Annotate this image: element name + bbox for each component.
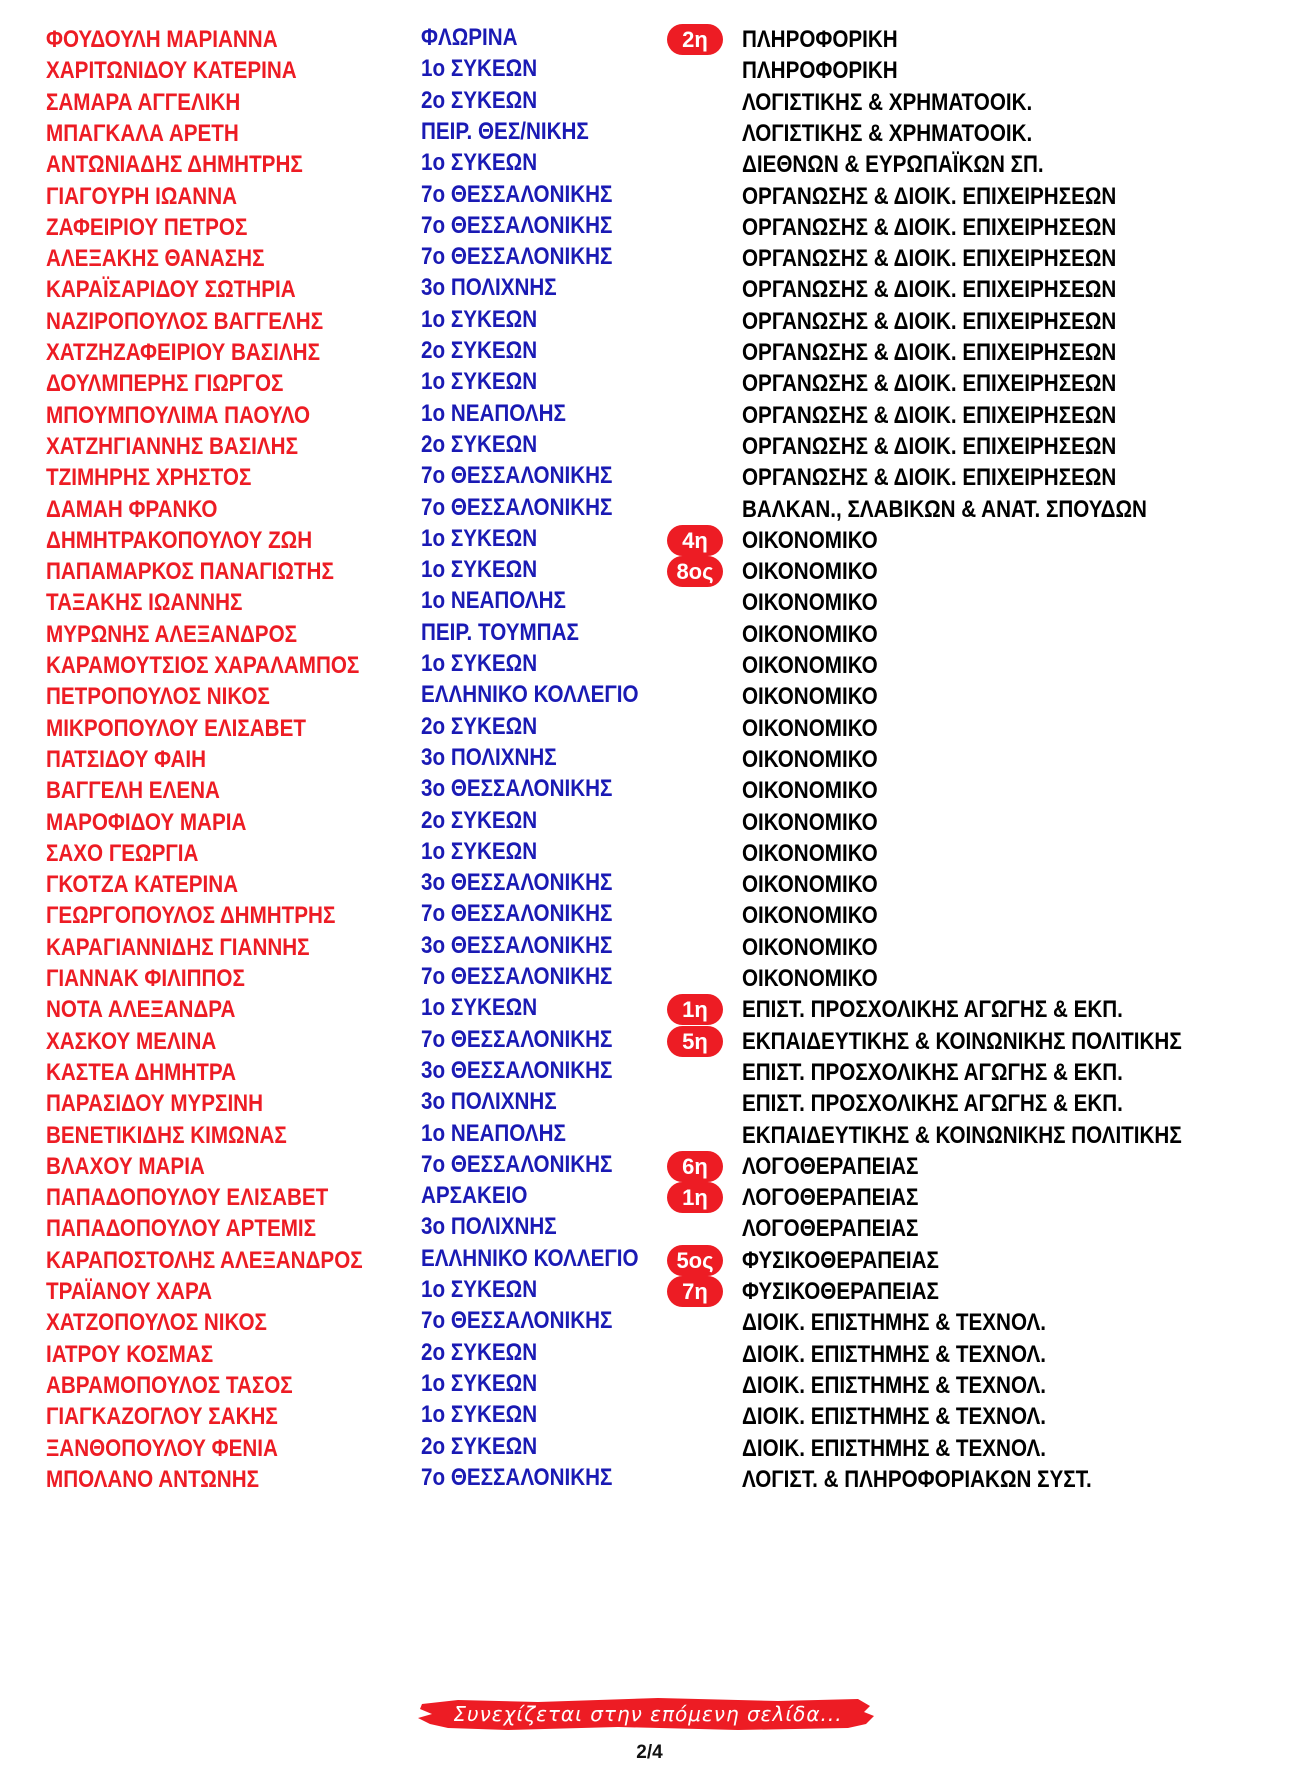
result-row (0, 460, 1299, 495)
student-name: ΣΑΧΟ ΓΕΩΡΓΙΑ (46, 839, 199, 867)
school-name: 1ο ΝΕΑΠΟΛΗΣ (421, 1119, 566, 1147)
result-row (0, 523, 1299, 558)
department-name: ΟΙΚΟΝΟΜΙΚΟ (742, 839, 878, 867)
student-name: ΑΝΤΩΝΙΑΔΗΣ ΔΗΜΗΤΡΗΣ (46, 151, 303, 179)
result-row (0, 116, 1299, 151)
result-row (0, 304, 1299, 339)
result-row (0, 1462, 1299, 1497)
department-name: ΕΚΠΑΙΔΕΥΤΙΚΗΣ & ΚΟΙΝΩΝΙΚΗΣ ΠΟΛΙΤΙΚΗΣ (742, 1027, 1182, 1055)
department-name: ΛΟΓΙΣΤΙΚΗΣ & ΧΡΗΜΑΤΟΟΙΚ. (742, 88, 1033, 116)
result-row (0, 1431, 1299, 1466)
result-row (0, 1368, 1299, 1403)
student-name: ΝΟΤΑ ΑΛΕΞΑΝΔΡΑ (46, 996, 236, 1024)
department-name: ΟΙΚΟΝΟΜΙΚΟ (742, 683, 878, 711)
school-name: 7ο ΘΕΣΣΑΛΟΝΙΚΗΣ (421, 1463, 613, 1491)
school-name: 7ο ΘΕΣΣΑΛΟΝΙΚΗΣ (421, 462, 613, 490)
school-name: ΦΛΩΡΙΝΑ (421, 24, 518, 51)
result-row (0, 585, 1299, 620)
school-name: 3ο ΠΟΛΙΧΝΗΣ (421, 1088, 557, 1116)
school-name: 7ο ΘΕΣΣΑΛΟΝΙΚΗΣ (421, 1025, 613, 1053)
department-name: ΛΟΓΟΘΕΡΑΠΕΙΑΣ (742, 1184, 919, 1212)
department-name: ΟΡΓΑΝΩΣΗΣ & ΔΙΟΙΚ. ΕΠΙΧΕΙΡΗΣΕΩΝ (742, 307, 1117, 335)
department-name: ΒΑΛΚΑΝ., ΣΛΑΒΙΚΩΝ & ΑΝΑΤ. ΣΠΟΥΔΩΝ (742, 495, 1147, 523)
school-name: 7ο ΘΕΣΣΑΛΟΝΙΚΗΣ (421, 900, 613, 928)
department-name: ΟΙΚΟΝΟΜΙΚΟ (742, 902, 878, 930)
school-name: 1ο ΣΥΚΕΩΝ (421, 556, 538, 584)
student-name: ΧΑΤΖΗΖΑΦΕΙΡΙΟΥ ΒΑΣΙΛΗΣ (46, 339, 320, 366)
result-row (0, 492, 1299, 527)
result-row (0, 961, 1299, 996)
department-name: ΟΡΓΑΝΩΣΗΣ & ΔΙΟΙΚ. ΕΠΙΧΕΙΡΗΣΕΩΝ (742, 245, 1117, 273)
department-name: ΟΡΓΑΝΩΣΗΣ & ΔΙΟΙΚ. ΕΠΙΧΕΙΡΗΣΕΩΝ (742, 432, 1117, 460)
student-name: ΖΑΦΕΙΡΙΟΥ ΠΕΤΡΟΣ (46, 213, 248, 241)
result-row (0, 366, 1299, 401)
result-row (0, 617, 1299, 652)
result-row (0, 85, 1299, 120)
student-name: ΔΗΜΗΤΡΑΚΟΠΟΥΛΟΥ ΖΩΗ (46, 526, 313, 554)
student-name: ΤΑΞΑΚΗΣ ΙΩΑΝΝΗΣ (46, 589, 243, 617)
student-name: ΜΠΟΥΜΠΟΥΛΙΜΑ ΠΑΟΥΛΟ (46, 401, 311, 429)
result-row (0, 1337, 1299, 1372)
school-name: 1ο ΣΥΚΕΩΝ (421, 368, 538, 396)
student-name: ΚΑΡΑΪΣΑΡΙΔΟΥ ΣΩΤΗΡΙΑ (46, 276, 296, 304)
student-name: ΣΑΜΑΡΑ ΑΓΓΕΛΙΚΗ (46, 88, 241, 116)
department-name: ΠΛΗΡΟΦΟΡΙΚΗ (742, 26, 898, 53)
student-name: ΧΑΣΚΟΥ ΜΕΛΙΝΑ (46, 1027, 217, 1055)
school-name: 3ο ΠΟΛΙΧΝΗΣ (421, 743, 557, 771)
student-name: ΜΙΚΡΟΠΟΥΛΟΥ ΕΛΙΣΑΒΕΤ (46, 714, 306, 742)
school-name: 7ο ΘΕΣΣΑΛΟΝΙΚΗΣ (421, 1307, 613, 1335)
school-name: ΕΛΛΗΝΙΚΟ ΚΟΛΛΕΓΙΟ (421, 1244, 639, 1272)
department-name: ΟΙΚΟΝΟΜΙΚΟ (742, 777, 878, 805)
student-name: ΤΖΙΜΗΡΗΣ ΧΡΗΣΤΟΣ (46, 464, 252, 492)
school-name: 2ο ΣΥΚΕΩΝ (421, 712, 538, 740)
student-name: ΠΑΠΑΜΑΡΚΟΣ ΠΑΝΑΓΙΩΤΗΣ (46, 558, 334, 586)
result-row (0, 272, 1299, 307)
student-name: ΦΟΥΔΟΥΛΗ ΜΑΡΙΑΝΝΑ (46, 26, 278, 53)
student-name: ΚΑΡΑΠΟΣΤΟΛΗΣ ΑΛΕΞΑΝΔΡΟΣ (46, 1246, 363, 1274)
student-name: ΜΑΡΟΦΙΔΟΥ ΜΑΡΙΑ (46, 808, 247, 836)
result-row (0, 930, 1299, 965)
department-name: ΟΙΚΟΝΟΜΙΚΟ (742, 714, 878, 742)
rank-badge: 6η (667, 1151, 723, 1182)
result-row (0, 22, 1299, 57)
school-name: 2ο ΣΥΚΕΩΝ (421, 337, 538, 364)
department-name: ΕΠΙΣΤ. ΠΡΟΣΧΟΛΙΚΗΣ ΑΓΩΓΗΣ & ΕΚΠ. (742, 996, 1123, 1024)
result-row (0, 53, 1299, 88)
department-name: ΟΙΚΟΝΟΜΙΚΟ (742, 933, 878, 961)
department-name: ΕΠΙΣΤ. ΠΡΟΣΧΟΛΙΚΗΣ ΑΓΩΓΗΣ & ΕΚΠ. (742, 1090, 1123, 1118)
student-name: ΠΕΤΡΟΠΟΥΛΟΣ ΝΙΚΟΣ (46, 683, 270, 711)
school-name: 1ο ΣΥΚΕΩΝ (421, 837, 538, 865)
student-name: ΞΑΝΘΟΠΟΥΛΟΥ ΦΕΝΙΑ (46, 1434, 278, 1462)
school-name: ΠΕΙΡ. ΤΟΥΜΠΑΣ (421, 618, 579, 646)
school-name: 7ο ΘΕΣΣΑΛΟΝΙΚΗΣ (421, 1150, 613, 1178)
result-row (0, 992, 1299, 1027)
department-name: ΟΡΓΑΝΩΣΗΣ & ΔΙΟΙΚ. ΕΠΙΧΕΙΡΗΣΕΩΝ (742, 339, 1117, 366)
rank-badge: 7η (667, 1276, 723, 1307)
department-name: ΟΙΚΟΝΟΜΙΚΟ (742, 526, 878, 554)
department-name: ΔΙΟΙΚ. ΕΠΙΣΤΗΜΗΣ & ΤΕΧΝΟΛ. (742, 1309, 1046, 1337)
result-row (0, 241, 1299, 276)
student-name: ΚΑΣΤΕΑ ΔΗΜΗΤΡΑ (46, 1058, 237, 1086)
rank-badge: 8ος (667, 556, 723, 587)
result-row (0, 335, 1299, 370)
result-row (0, 1118, 1299, 1153)
continue-banner (418, 1694, 878, 1734)
department-name: ΟΡΓΑΝΩΣΗΣ & ΔΙΟΙΚ. ΕΠΙΧΕΙΡΗΣΕΩΝ (742, 276, 1117, 304)
result-row (0, 805, 1299, 840)
student-name: ΔΑΜΑΗ ΦΡΑΝΚΟ (46, 495, 218, 523)
result-row (0, 147, 1299, 182)
result-row (0, 179, 1299, 214)
result-row (0, 210, 1299, 245)
student-name: ΚΑΡΑΓΙΑΝΝΙΔΗΣ ΓΙΑΝΝΗΣ (46, 933, 310, 961)
department-name: ΛΟΓΟΘΕΡΑΠΕΙΑΣ (742, 1215, 919, 1243)
student-name: ΚΑΡΑΜΟΥΤΣΙΟΣ ΧΑΡΑΛΑΜΠΟΣ (46, 652, 360, 679)
school-name: 7ο ΘΕΣΣΑΛΟΝΙΚΗΣ (421, 211, 613, 239)
student-name: ΒΛΑΧΟΥ ΜΑΡΙΑ (46, 1152, 205, 1180)
student-name: ΓΙΑΓΟΥΡΗ ΙΩΑΝΝΑ (46, 182, 238, 210)
result-row (0, 679, 1299, 714)
student-name: ΜΠΑΓΚΑΛΑ ΑΡΕΤΗ (46, 119, 239, 147)
school-name: ΠΕΙΡ. ΘΕΣ/ΝΙΚΗΣ (421, 117, 589, 145)
school-name: ΕΛΛΗΝΙΚΟ ΚΟΛΛΕΓΙΟ (421, 681, 639, 709)
result-row (0, 1086, 1299, 1121)
rank-badge: 1η (667, 1182, 723, 1213)
department-name: ΔΙΟΙΚ. ΕΠΙΣΤΗΜΗΣ & ΤΕΧΝΟΛ. (742, 1371, 1046, 1399)
department-name: ΟΙΚΟΝΟΜΙΚΟ (742, 808, 878, 836)
result-row (0, 398, 1299, 433)
result-row (0, 1149, 1299, 1184)
department-name: ΟΡΓΑΝΩΣΗΣ & ΔΙΟΙΚ. ΕΠΙΧΕΙΡΗΣΕΩΝ (742, 182, 1117, 210)
school-name: 1ο ΣΥΚΕΩΝ (421, 1401, 538, 1429)
result-row (0, 1024, 1299, 1059)
department-name: ΕΚΠΑΙΔΕΥΤΙΚΗΣ & ΚΟΙΝΩΝΙΚΗΣ ΠΟΛΙΤΙΚΗΣ (742, 1121, 1182, 1149)
rank-badge: 2η (667, 24, 723, 55)
student-name: ΠΑΠΑΔΟΠΟΥΛΟΥ ΕΛΙΣΑΒΕΤ (46, 1184, 329, 1212)
result-row (0, 1399, 1299, 1434)
result-row (0, 429, 1299, 464)
page-number: 2/4 (636, 1742, 663, 1763)
school-name: 3ο ΘΕΣΣΑΛΟΝΙΚΗΣ (421, 869, 613, 897)
result-row (0, 554, 1299, 589)
school-name: 3ο ΠΟΛΙΧΝΗΣ (421, 1213, 557, 1241)
department-name: ΟΙΚΟΝΟΜΙΚΟ (742, 558, 878, 586)
department-name: ΟΙΚΟΝΟΜΙΚΟ (742, 871, 878, 899)
school-name: ΑΡΣΑΚΕΙΟ (421, 1182, 528, 1210)
student-name: ΒΕΝΕΤΙΚΙΔΗΣ ΚΙΜΩΝΑΣ (46, 1121, 287, 1149)
result-row (0, 836, 1299, 871)
department-name: ΟΡΓΑΝΩΣΗΣ & ΔΙΟΙΚ. ΕΠΙΧΕΙΡΗΣΕΩΝ (742, 401, 1117, 429)
student-name: ΔΟΥΛΜΠΕΡΗΣ ΓΙΩΡΓΟΣ (46, 370, 284, 398)
result-row (0, 1305, 1299, 1340)
student-name: ΓΙΑΝΝΑΚ ΦΙΛΙΠΠΟΣ (46, 965, 245, 992)
student-name: ΑΒΡΑΜΟΠΟΥΛΟΣ ΤΑΣΟΣ (46, 1371, 293, 1399)
school-name: 2ο ΣΥΚΕΩΝ (421, 806, 538, 834)
student-name: ΧΑΡΙΤΩΝΙΔΟΥ ΚΑΤΕΡΙΝΑ (46, 57, 297, 85)
student-name: ΧΑΤΖΟΠΟΥΛΟΣ ΝΙΚΟΣ (46, 1309, 267, 1337)
student-name: ΓΚΟΤΖΑ ΚΑΤΕΡΙΝΑ (46, 871, 239, 899)
department-name: ΦΥΣΙΚΟΘΕΡΑΠΕΙΑΣ (742, 1246, 939, 1274)
student-name: ΧΑΤΖΗΓΙΑΝΝΗΣ ΒΑΣΙΛΗΣ (46, 432, 298, 460)
department-name: ΟΙΚΟΝΟΜΙΚΟ (742, 620, 878, 648)
school-name: 1ο ΣΥΚΕΩΝ (421, 149, 538, 177)
school-name: 3ο ΠΟΛΙΧΝΗΣ (421, 274, 557, 302)
school-name: 1ο ΣΥΚΕΩΝ (421, 305, 538, 333)
school-name: 7ο ΘΕΣΣΑΛΟΝΙΚΗΣ (421, 243, 613, 271)
rank-badge: 5η (667, 1026, 723, 1057)
result-row (0, 1243, 1299, 1278)
student-name: ΒΑΓΓΕΛΗ ΕΛΕΝΑ (46, 777, 220, 805)
school-name: 3ο ΘΕΣΣΑΛΟΝΙΚΗΣ (421, 1056, 613, 1084)
school-name: 2ο ΣΥΚΕΩΝ (421, 1338, 538, 1366)
school-name: 1ο ΝΕΑΠΟΛΗΣ (421, 587, 566, 615)
student-name: ΙΑΤΡΟΥ ΚΟΣΜΑΣ (46, 1340, 214, 1368)
department-name: ΛΟΓΙΣΤ. & ΠΛΗΡΟΦΟΡΙΑΚΩΝ ΣΥΣΤ. (742, 1465, 1092, 1493)
school-name: 3ο ΘΕΣΣΑΛΟΝΙΚΗΣ (421, 775, 613, 803)
school-name: 7ο ΘΕΣΣΑΛΟΝΙΚΗΣ (421, 963, 613, 990)
school-name: 1ο ΣΥΚΕΩΝ (421, 1276, 538, 1303)
department-name: ΕΠΙΣΤ. ΠΡΟΣΧΟΛΙΚΗΣ ΑΓΩΓΗΣ & ΕΚΠ. (742, 1058, 1123, 1086)
school-name: 3ο ΘΕΣΣΑΛΟΝΙΚΗΣ (421, 931, 613, 959)
school-name: 1ο ΣΥΚΕΩΝ (421, 650, 538, 677)
department-name: ΠΛΗΡΟΦΟΡΙΚΗ (742, 57, 898, 85)
department-name: ΟΙΚΟΝΟΜΙΚΟ (742, 652, 878, 679)
department-name: ΟΡΓΑΝΩΣΗΣ & ΔΙΟΙΚ. ΕΠΙΧΕΙΡΗΣΕΩΝ (742, 213, 1117, 241)
school-name: 7ο ΘΕΣΣΑΛΟΝΙΚΗΣ (421, 180, 613, 208)
department-name: ΟΙΚΟΝΟΜΙΚΟ (742, 965, 878, 992)
result-row (0, 1274, 1299, 1309)
continue-text: Συνεχίζεται στην επόμενη σελίδα... (453, 1702, 843, 1726)
student-name: ΜΠΟΛΑΝΟ ΑΝΤΩΝΗΣ (46, 1465, 259, 1493)
result-row (0, 742, 1299, 777)
department-name: ΛΟΓΟΘΕΡΑΠΕΙΑΣ (742, 1152, 919, 1180)
result-row (0, 773, 1299, 808)
student-name: ΤΡΑΪΑΝΟΥ ΧΑΡΑ (46, 1278, 213, 1305)
result-row (0, 711, 1299, 746)
department-name: ΟΙΚΟΝΟΜΙΚΟ (742, 589, 878, 617)
result-row (0, 1211, 1299, 1246)
student-name: ΝΑΖΙΡΟΠΟΥΛΟΣ ΒΑΓΓΕΛΗΣ (46, 307, 324, 335)
school-name: 1ο ΝΕΑΠΟΛΗΣ (421, 399, 566, 427)
student-name: ΓΕΩΡΓΟΠΟΥΛΟΣ ΔΗΜΗΤΡΗΣ (46, 902, 336, 930)
result-row (0, 867, 1299, 902)
school-name: 2ο ΣΥΚΕΩΝ (421, 430, 538, 458)
school-name: 1ο ΣΥΚΕΩΝ (421, 994, 538, 1022)
department-name: ΦΥΣΙΚΟΘΕΡΑΠΕΙΑΣ (742, 1278, 939, 1305)
rank-badge: 4η (667, 525, 723, 556)
student-name: ΓΙΑΓΚΑΖΟΓΛΟΥ ΣΑΚΗΣ (46, 1403, 278, 1431)
school-name: 1ο ΣΥΚΕΩΝ (421, 55, 538, 83)
school-name: 1ο ΣΥΚΕΩΝ (421, 524, 538, 552)
school-name: 1ο ΣΥΚΕΩΝ (421, 1369, 538, 1397)
student-name: ΑΛΕΞΑΚΗΣ ΘΑΝΑΣΗΣ (46, 245, 265, 273)
department-name: ΔΙΟΙΚ. ΕΠΙΣΤΗΜΗΣ & ΤΕΧΝΟΛ. (742, 1340, 1046, 1368)
department-name: ΟΡΓΑΝΩΣΗΣ & ΔΙΟΙΚ. ΕΠΙΧΕΙΡΗΣΕΩΝ (742, 464, 1117, 492)
department-name: ΟΡΓΑΝΩΣΗΣ & ΔΙΟΙΚ. ΕΠΙΧΕΙΡΗΣΕΩΝ (742, 370, 1117, 398)
student-name: ΜΥΡΩΝΗΣ ΑΛΕΞΑΝΔΡΟΣ (46, 620, 298, 648)
school-name: 2ο ΣΥΚΕΩΝ (421, 86, 538, 114)
student-name: ΠΑΡΑΣΙΔΟΥ ΜΥΡΣΙΝΗ (46, 1090, 264, 1118)
department-name: ΟΙΚΟΝΟΜΙΚΟ (742, 745, 878, 773)
department-name: ΔΙΟΙΚ. ΕΠΙΣΤΗΜΗΣ & ΤΕΧΝΟΛ. (742, 1434, 1046, 1462)
department-name: ΔΙΟΙΚ. ΕΠΙΣΤΗΜΗΣ & ΤΕΧΝΟΛ. (742, 1403, 1046, 1431)
student-name: ΠΑΠΑΔΟΠΟΥΛΟΥ ΑΡΤΕΜΙΣ (46, 1215, 317, 1243)
result-row (0, 1180, 1299, 1215)
result-row (0, 1055, 1299, 1090)
result-row (0, 648, 1299, 683)
student-name: ΠΑΤΣΙΔΟΥ ΦΑΙΗ (46, 745, 207, 773)
rank-badge: 5ος (667, 1245, 723, 1276)
department-name: ΔΙΕΘΝΩΝ & ΕΥΡΩΠΑΪΚΩΝ ΣΠ. (742, 151, 1044, 179)
rank-badge: 1η (667, 994, 723, 1025)
school-name: 2ο ΣΥΚΕΩΝ (421, 1432, 538, 1460)
result-row (0, 898, 1299, 933)
school-name: 7ο ΘΕΣΣΑΛΟΝΙΚΗΣ (421, 493, 613, 521)
department-name: ΛΟΓΙΣΤΙΚΗΣ & ΧΡΗΜΑΤΟΟΙΚ. (742, 119, 1033, 147)
